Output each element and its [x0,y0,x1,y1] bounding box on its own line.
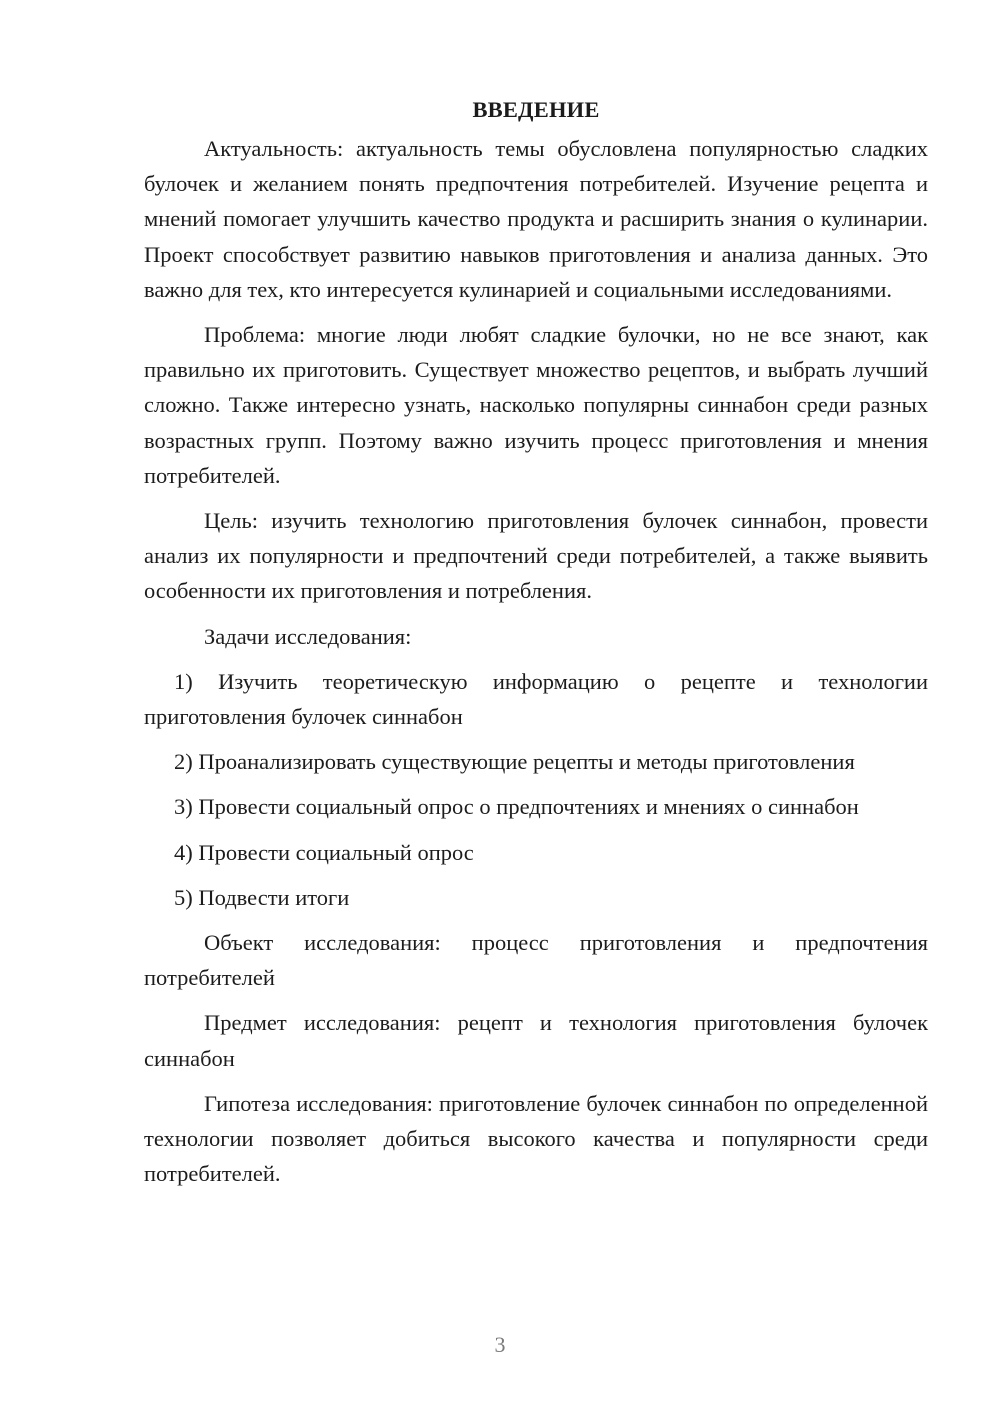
document-body [144,92,928,1201]
tasks-heading: Задачи исследования: [204,623,412,649]
paragraph-relevance: Актуальность: актуальность темы обусловлена популярностью сладких булочек и желанием понять предпочтения потребителей. Изучение рецепта и мнений помогает улучшить качество продукта и расширить знания о кулинарии. Проект способствует развитию навыков приготовления и анализа данных. Это важно для тех, кто интересуется кулинарией и социальными исследованиями. [144,136,928,302]
paragraph-subject: Предмет исследования: рецепт и технология приготовления булочек синнабон [144,1010,928,1071]
task-item-1: 1) Изучить теоретическую информацию о рецепте и технологии приготовления булочек синнабон [144,668,928,730]
task-item-4: 4) Провести социальный опрос [174,839,474,865]
task-item-5: 5) Подвести итоги [174,884,350,910]
page-title: ВВЕДЕНИЕ [472,97,600,122]
page-number: 3 [494,1332,506,1357]
paragraph-goal: Цель: изучить технологию приготовления булочек синнабон, провести анализ их популярности и предпочтений среди потребителей, а также выявить особенности их приготовления и потребления. [144,508,928,604]
paragraph-problem: Проблема: многие люди любят сладкие булочки, но не все знают, как правильно их приготовить. Существует множество рецептов, и выбрать лучший сложно. Также интересно узнать, насколько популярны синнабон среди разных возрастных групп. Поэтому важно изучить процесс приготовления и мнения потребителей. [144,322,928,488]
paragraph-hypothesis: Гипотеза исследования: приготовление булочек синнабон по определенной технологии позволяет добиться высокого качества и популярности среди потребителей. [144,1090,928,1187]
task-item-2: 2) Проанализировать существующие рецепты и методы приготовления [174,749,855,775]
paragraph-object: Объект исследования: процесс приготовления и предпочтения потребителей [144,930,928,991]
task-item-3: 3) Провести социальный опрос о предпочтениях и мнениях о синнабон [174,794,859,820]
